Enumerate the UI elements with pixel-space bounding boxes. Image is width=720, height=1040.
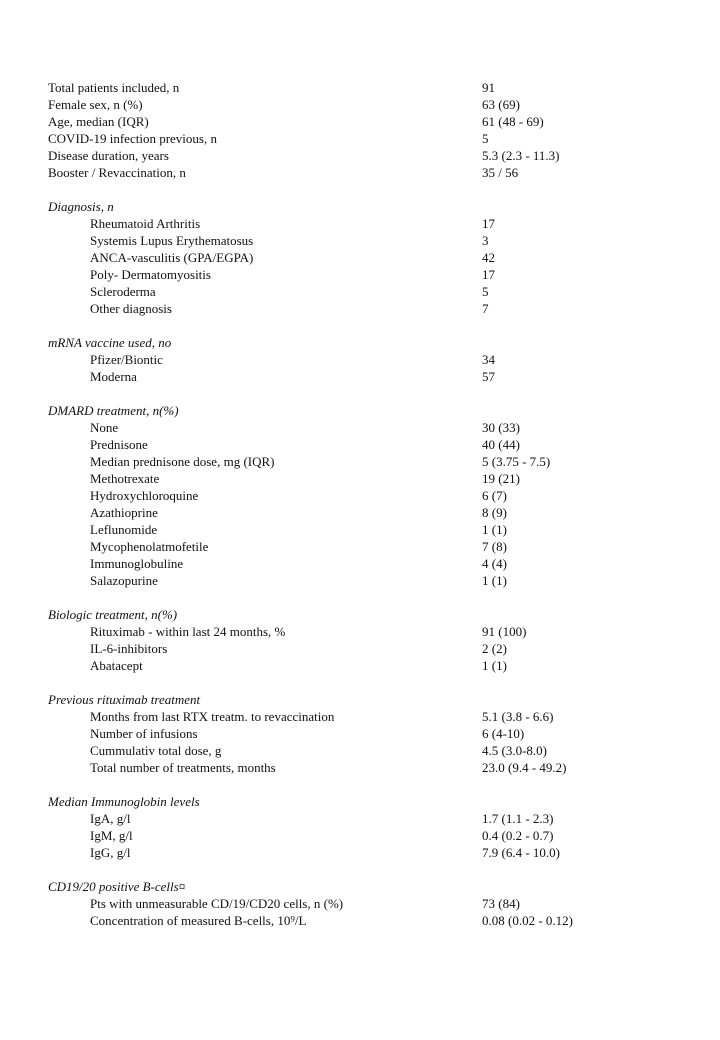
row-value: 61 (48 - 69) xyxy=(482,114,544,129)
row-label: IgA, g/l xyxy=(90,811,131,826)
row-value: 23.0 (9.4 - 49.2) xyxy=(482,760,567,775)
row-label: Other diagnosis xyxy=(90,301,172,316)
row-value: 7.9 (6.4 - 10.0) xyxy=(482,845,560,860)
row-value: 1 (1) xyxy=(482,522,507,537)
table-row xyxy=(48,79,688,96)
table-row xyxy=(48,810,688,827)
table-row xyxy=(48,368,688,385)
row-value: 17 xyxy=(482,267,495,282)
table-row xyxy=(48,453,688,470)
section-heading: Previous rituximab treatment xyxy=(48,692,201,707)
table-row xyxy=(48,419,688,436)
row-value: 5 (3.75 - 7.5) xyxy=(482,454,551,469)
row-label: Prednisone xyxy=(90,437,148,452)
row-label: Median prednisone dose, mg (IQR) xyxy=(90,454,275,469)
row-label: Pts with unmeasurable CD/19/CD20 cells, n (%) xyxy=(90,896,344,911)
table-row xyxy=(48,657,688,674)
table-row xyxy=(48,266,688,283)
table-row xyxy=(48,436,688,453)
row-value: 1.7 (1.1 - 2.3) xyxy=(482,811,554,826)
row-value: 7 xyxy=(482,301,489,316)
row-value: 63 (69) xyxy=(482,97,520,112)
row-label: None xyxy=(90,420,119,435)
row-value: 0.08 (0.02 - 0.12) xyxy=(482,913,573,928)
row-label: Moderna xyxy=(90,369,137,384)
row-label: Scleroderma xyxy=(90,284,156,299)
section-heading: Biologic treatment, n(%) xyxy=(48,607,178,622)
row-label: Abatacept xyxy=(90,658,143,673)
table-row xyxy=(48,640,688,657)
section-heading: Median Immunoglobin levels xyxy=(48,794,200,809)
table-row xyxy=(48,708,688,725)
table-row xyxy=(48,283,688,300)
row-value: 91 xyxy=(482,80,495,95)
table-row xyxy=(48,249,688,266)
row-value: 30 (33) xyxy=(482,420,520,435)
row-value: 5.1 (3.8 - 6.6) xyxy=(482,709,554,724)
table-row xyxy=(48,300,688,317)
row-label: Concentration of measured B-cells, 10⁹/L xyxy=(90,913,307,928)
table-row xyxy=(48,470,688,487)
section-heading: CD19/20 positive B-cells¤ xyxy=(48,879,186,894)
table-row xyxy=(48,759,688,776)
table-row xyxy=(48,113,688,130)
table-row xyxy=(48,215,688,232)
row-label: Months from last RTX treatm. to revaccination xyxy=(90,709,335,724)
row-label: Poly- Dermatomyositis xyxy=(90,267,211,282)
table-row xyxy=(48,912,688,929)
row-label: Booster / Revaccination, n xyxy=(48,165,186,180)
section-previous-rituximab xyxy=(48,691,688,776)
row-label: IL-6-inhibitors xyxy=(90,641,168,656)
section-heading: DMARD treatment, n(%) xyxy=(48,403,179,418)
row-label: IgM, g/l xyxy=(90,828,133,843)
table-row xyxy=(48,504,688,521)
table-row xyxy=(48,487,688,504)
row-value: 4 (4) xyxy=(482,556,507,571)
patient-characteristics-table xyxy=(48,79,688,929)
table-row xyxy=(48,742,688,759)
row-label: Female sex, n (%) xyxy=(48,97,143,112)
section-biologic-treatment xyxy=(48,606,688,674)
row-label: Disease duration, years xyxy=(48,148,169,163)
row-value: 5.3 (2.3 - 11.3) xyxy=(482,148,560,163)
table-row xyxy=(48,538,688,555)
row-value: 0.4 (0.2 - 0.7) xyxy=(482,828,554,843)
row-label: Cummulativ total dose, g xyxy=(90,743,222,758)
section-mrna-vaccine xyxy=(48,334,688,385)
table-row xyxy=(48,555,688,572)
table-row xyxy=(48,147,688,164)
row-label: Rheumatoid Arthritis xyxy=(90,216,201,231)
row-label: Immunoglobuline xyxy=(90,556,184,571)
row-label: Total patients included, n xyxy=(48,80,180,95)
row-value: 2 (2) xyxy=(482,641,507,656)
row-label: ANCA-vasculitis (GPA/EGPA) xyxy=(90,250,254,265)
table-row xyxy=(48,725,688,742)
row-label: Pfizer/Biontic xyxy=(90,352,163,367)
row-value: 5 xyxy=(482,131,489,146)
row-label: Systemis Lupus Erythematosus xyxy=(90,233,254,248)
row-label: IgG, g/l xyxy=(90,845,131,860)
row-value: 1 (1) xyxy=(482,658,507,673)
table-row xyxy=(48,623,688,640)
row-value: 40 (44) xyxy=(482,437,520,452)
row-value: 6 (7) xyxy=(482,488,507,503)
row-label: Azathioprine xyxy=(90,505,158,520)
table-row xyxy=(48,232,688,249)
row-label: Hydroxychloroquine xyxy=(90,488,199,503)
section-heading: mRNA vaccine used, no xyxy=(48,335,172,350)
section-b-cells xyxy=(48,878,688,929)
row-label: Age, median (IQR) xyxy=(48,114,149,129)
table-row xyxy=(48,96,688,113)
row-value: 8 (9) xyxy=(482,505,507,520)
table-row xyxy=(48,521,688,538)
table-row xyxy=(48,895,688,912)
row-label: Methotrexate xyxy=(90,471,160,486)
row-value: 4.5 (3.0-8.0) xyxy=(482,743,547,758)
table-row xyxy=(48,572,688,589)
row-value: 3 xyxy=(482,233,489,248)
row-value: 19 (21) xyxy=(482,471,520,486)
row-label: Number of infusions xyxy=(90,726,198,741)
row-value: 17 xyxy=(482,216,495,231)
row-label: Salazopurine xyxy=(90,573,158,588)
table-row xyxy=(48,351,688,368)
table-row xyxy=(48,164,688,181)
row-value: 6 (4-10) xyxy=(482,726,525,741)
row-value: 42 xyxy=(482,250,495,265)
row-value: 73 (84) xyxy=(482,896,520,911)
table-row xyxy=(48,827,688,844)
table-row xyxy=(48,130,688,147)
row-value: 91 (100) xyxy=(482,624,527,639)
row-label: Rituximab - within last 24 months, % xyxy=(90,624,286,639)
general-characteristics xyxy=(48,79,688,181)
table-row xyxy=(48,844,688,861)
row-value: 34 xyxy=(482,352,495,367)
section-immunoglobin-levels xyxy=(48,793,688,861)
row-label: Leflunomide xyxy=(90,522,158,537)
section-heading: Diagnosis, n xyxy=(48,199,114,214)
row-label: COVID-19 infection previous, n xyxy=(48,131,217,146)
row-value: 1 (1) xyxy=(482,573,507,588)
row-label: Total number of treatments, months xyxy=(90,760,276,775)
section-dmard-treatment xyxy=(48,402,688,589)
row-value: 57 xyxy=(482,369,495,384)
row-value: 7 (8) xyxy=(482,539,507,554)
row-value: 35 / 56 xyxy=(482,165,519,180)
row-label: Mycophenolatmofetile xyxy=(90,539,209,554)
row-value: 5 xyxy=(482,284,489,299)
section-diagnosis xyxy=(48,198,688,317)
